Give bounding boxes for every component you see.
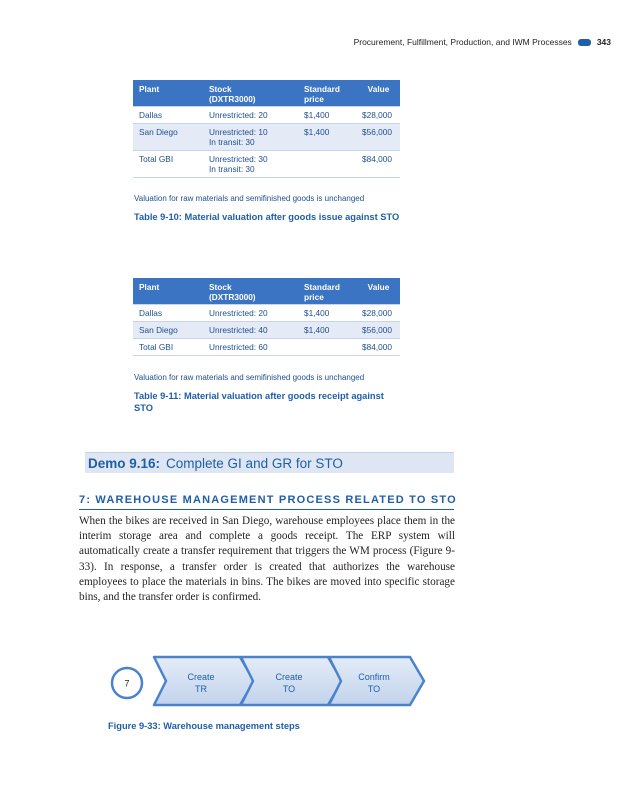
price-cell: [298, 339, 356, 356]
stock-line: Unrestricted: 30: [209, 154, 268, 164]
column-header: Value: [356, 278, 400, 305]
page-number: 343: [596, 37, 611, 47]
price-cell: $1,400: [298, 107, 356, 124]
stock-cell: [203, 124, 298, 151]
stock-cell: Unrestricted: 20: [203, 107, 298, 124]
plant-cell: San Diego: [133, 124, 203, 151]
stock-line: Unrestricted: 10: [209, 127, 268, 137]
table-caption: Table 9-11: Material valuation after goods receipt against STO: [134, 391, 384, 413]
step-chevron: [241, 657, 342, 705]
table-note: Valuation for raw materials and semifinished goods is unchanged: [134, 194, 365, 203]
table-row: [133, 322, 400, 339]
table-row: [133, 151, 400, 178]
table-header-row: [133, 80, 400, 107]
column-header: Standard price: [298, 278, 356, 305]
column-header: Standard price: [298, 80, 356, 107]
running-title: Procurement, Fulfillment, Production, and IWM Processes: [353, 37, 572, 47]
header-marker-icon: [578, 39, 591, 46]
plant-cell: Total GBI: [133, 339, 203, 356]
plant-cell: Total GBI: [133, 151, 203, 178]
stock-cell: [203, 151, 298, 178]
step-label: TO: [367, 684, 381, 694]
table-header-row: [133, 278, 400, 305]
stock-line: In transit: 30: [209, 137, 255, 147]
column-header: Plant: [133, 278, 203, 305]
step-label: TO: [282, 684, 296, 694]
step-label: Confirm: [358, 672, 390, 682]
table-note: Valuation for raw materials and semifinished goods is unchanged: [134, 373, 365, 382]
column-header: Plant: [133, 80, 203, 107]
column-header: Stock (DXTR3000): [203, 278, 298, 305]
stock-cell: Unrestricted: 20: [203, 305, 298, 322]
step-number: 7: [124, 678, 130, 689]
table-row: [133, 107, 400, 124]
step-number-badge: [112, 668, 142, 698]
stock-cell: Unrestricted: 40: [203, 322, 298, 339]
stock-cell: Unrestricted: 60: [203, 339, 298, 356]
price-cell: $1,400: [298, 305, 356, 322]
process-diagram: [108, 650, 428, 710]
step-chevron: [154, 657, 254, 705]
value-cell: $84,000: [356, 151, 400, 178]
demo-bar: [85, 452, 454, 473]
table-row: [133, 124, 400, 151]
value-cell: $56,000: [356, 322, 400, 339]
table-caption: Table 9-10: Material valuation after goods issue against STO: [134, 212, 400, 222]
value-cell: $28,000: [356, 305, 400, 322]
section-divider: [79, 509, 454, 510]
value-cell: $84,000: [356, 339, 400, 356]
step-label: TR: [195, 684, 207, 694]
body-paragraph: When the bikes are received in San Diego, warehouse employees place them in the interim storage area and complete a goods receipt. The ERP system will automatically create a transfer requirement that triggers the WM process (Figure 9-33). In response, a transfer order is created that authorizes the warehouse employees to place the materials in bins. The bikes are moved into specific storage bins, and the transfer order is confirmed.: [79, 515, 455, 604]
value-cell: $56,000: [356, 124, 400, 151]
running-header: [354, 37, 611, 47]
plant-cell: San Diego: [133, 322, 203, 339]
column-header: Stock (DXTR3000): [203, 80, 298, 107]
step-label: Create: [275, 672, 303, 682]
figure-caption: Figure 9-33: Warehouse management steps: [108, 721, 300, 731]
column-header: Value: [356, 80, 400, 107]
value-cell: $28,000: [356, 107, 400, 124]
step-chevron: [329, 657, 424, 705]
demo-label: Demo 9.16:: [88, 455, 161, 471]
table-row: [133, 305, 400, 322]
price-cell: [298, 151, 356, 178]
table-row: [133, 339, 400, 356]
step-label: Create: [187, 672, 215, 682]
section-heading: 7: WAREHOUSE MANAGEMENT PROCESS RELATED TO STO: [79, 494, 457, 506]
stock-line: In transit: 30: [209, 164, 255, 174]
price-cell: $1,400: [298, 124, 356, 151]
demo-title: Complete GI and GR for STO: [166, 455, 343, 471]
plant-cell: Dallas: [133, 107, 203, 124]
price-cell: $1,400: [298, 322, 356, 339]
plant-cell: Dallas: [133, 305, 203, 322]
valuation-table-1: [133, 80, 400, 178]
valuation-table-2: [133, 278, 400, 356]
